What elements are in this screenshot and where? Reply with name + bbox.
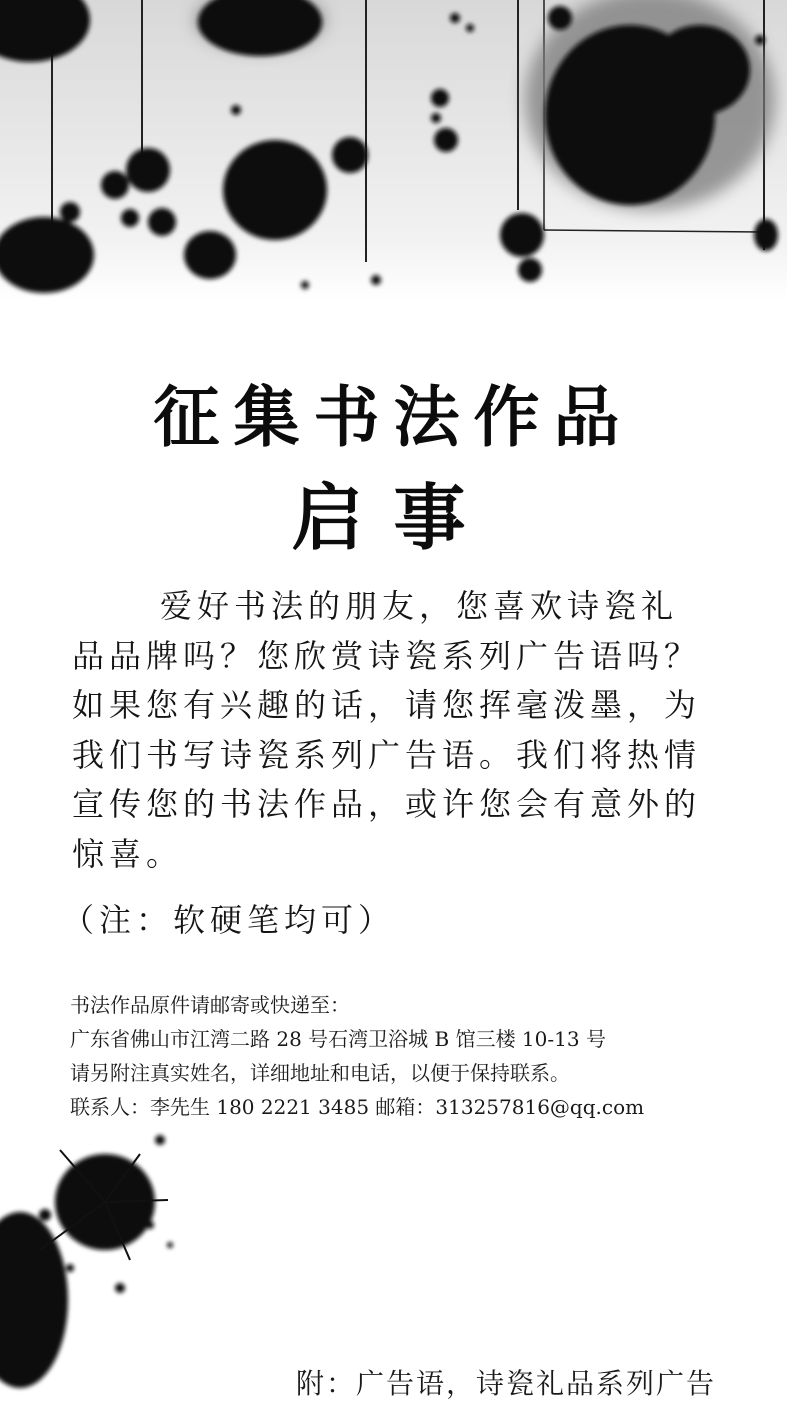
contact-person-and-email: 联系人：李先生 180 2221 3485 邮箱：313257816@qq.com: [70, 1095, 645, 1119]
ink-splatter-top-decoration: [0, 0, 787, 300]
mailing-instruction: 书法作品原件请邮寄或快递至：: [70, 993, 350, 1017]
ink-splatter-bottom-decoration: [0, 1110, 260, 1422]
note-text: （注：软硬笔均可）: [62, 901, 396, 939]
mailing-address: 广东省佛山市江湾二路 28 号石湾卫浴城 B 馆三楼 10-13 号: [70, 1027, 606, 1051]
contact-note: 请另附注真实姓名，详细地址和电话，以便于保持联系。: [70, 1061, 570, 1085]
invitation-paragraph: 爱好书法的朋友，您喜欢诗瓷礼品品牌吗？您欣赏诗瓷系列广告语吗？如果您有兴趣的话，请您挥毫泼墨，为我们书写诗瓷系列广告语。我们将热情宣传您的书法作品，或许您会有意外的惊喜。: [72, 587, 702, 873]
page-title-subtitle: 启事: [291, 475, 496, 560]
footer-note: 附：广告语，诗瓷礼品系列广告: [296, 1367, 717, 1400]
page-title: 征集书法作品: [153, 378, 634, 456]
contact-info-block: [70, 988, 770, 1124]
